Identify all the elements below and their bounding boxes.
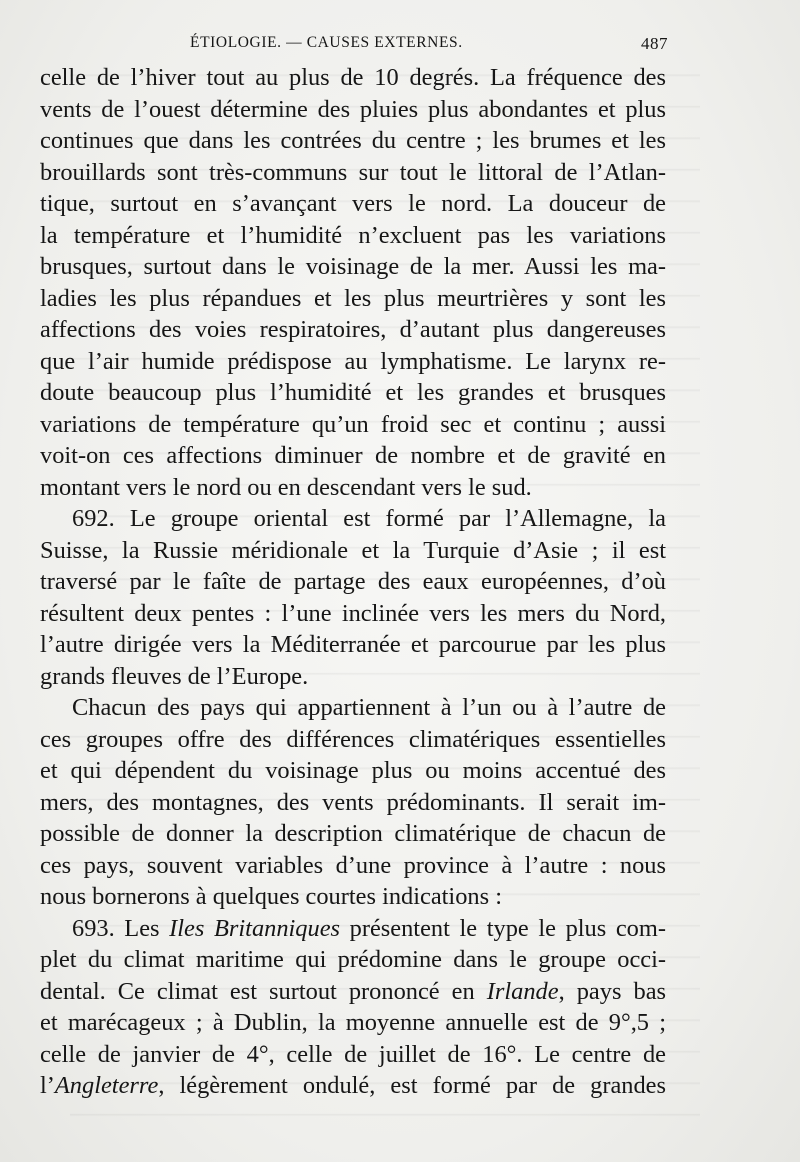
page-number: 487 — [641, 34, 668, 53]
italic-place-name: Iles Britanniques — [169, 914, 341, 942]
text-line: la température et l’humidité n’excluent pas les variations — [40, 221, 666, 249]
italic-place-name: Irlande — [486, 977, 559, 1005]
text-line: tique, surtout en s’avançant vers le nord. La douceur de — [40, 190, 666, 217]
paragraph-end-line: grands fleuves de l’Europe. — [40, 662, 309, 690]
paragraph-693-start — [40, 913, 666, 945]
text-line: celle de janvier de 4°, celle de juillet de 16°. Le centre de — [40, 1040, 666, 1068]
text-line: doute beaucoup plus l’humidité et les grandes et brusques — [40, 379, 666, 406]
text-run: présentent le type le plus com- — [340, 914, 666, 942]
text-line: Suisse, la Russie méridionale et la Turquie d’Asie ; il est — [40, 536, 666, 564]
paragraph-start: Chacun des pays qui appartiennent à l’un ou à l’autre de — [72, 694, 666, 721]
running-head — [40, 34, 668, 56]
text-line: ces pays, souvent variables d’une province à l’autre : nous — [40, 851, 666, 879]
text-line: variations de température qu’un froid sec et continu ; aussi — [40, 410, 666, 438]
text-line: vents de l’ouest détermine des pluies plus abondantes et plus — [40, 95, 666, 123]
text-line: brouillards sont très-communs sur tout le littoral de l’Atlan- — [40, 158, 666, 186]
text-run: 693. Les — [72, 914, 170, 942]
text-line: celle de l’hiver tout au plus de 10 degrés. La fréquence des — [40, 64, 666, 91]
text-run: , légèrement ondulé, est formé par de grandes — [158, 1072, 666, 1099]
text-line: et marécageux ; à Dublin, la moyenne annuelle est de 9°,5 ; — [40, 1009, 666, 1036]
text-run: , pays bas — [558, 977, 667, 1005]
text-line: résultent deux pentes : l’une inclinée vers les mers du Nord, — [40, 599, 666, 627]
text-line — [40, 1070, 666, 1102]
paragraph-692-start: 692. Le groupe oriental est formé par l’Allemagne, la — [72, 505, 666, 532]
text-line: affections des voies respiratoires, d’autant plus dangereuses — [40, 316, 666, 343]
text-run: l’ — [40, 1072, 55, 1099]
text-line: possible de donner la description climatérique de chacun de — [40, 820, 666, 847]
text-line: voit-on ces affections diminuer de nombre et de gravité en — [40, 442, 666, 469]
italic-place-name: Angleterre — [54, 1072, 159, 1099]
text-line — [40, 976, 666, 1008]
text-line: continues que dans les contrées du centre ; les brumes et les — [40, 127, 666, 154]
text-line: traversé par le faîte de partage des eaux européennes, d’où — [40, 568, 666, 595]
paragraph-end-line: montant vers le nord ou en descendant vers le sud. — [40, 473, 532, 501]
text-line: que l’air humide prédispose au lymphatisme. Le larynx re- — [40, 347, 666, 375]
text-line: brusques, surtout dans le voisinage de la mer. Aussi les ma- — [40, 253, 666, 280]
running-title: ÉTIOLOGIE. — CAUSES EXTERNES. — [190, 34, 463, 51]
text-run: dental. Ce climat est surtout prononcé en — [40, 977, 487, 1005]
text-line: l’autre dirigée vers la Méditerranée et parcourue par les plus — [40, 631, 666, 658]
text-line: mers, des montagnes, des vents prédominants. Il serait im- — [40, 788, 666, 816]
text-line: et qui dépendent du voisinage plus ou moins accentué des — [40, 757, 666, 784]
text-line: plet du climat maritime qui prédomine dans le groupe occi- — [40, 946, 666, 973]
body-text — [40, 62, 666, 1102]
paragraph-end-line: nous bornerons à quelques courtes indications : — [40, 883, 502, 910]
text-line: ladies les plus répandues et les plus meurtrières y sont les — [40, 284, 666, 312]
text-line: ces groupes offre des différences climatériques essentielles — [40, 725, 666, 753]
